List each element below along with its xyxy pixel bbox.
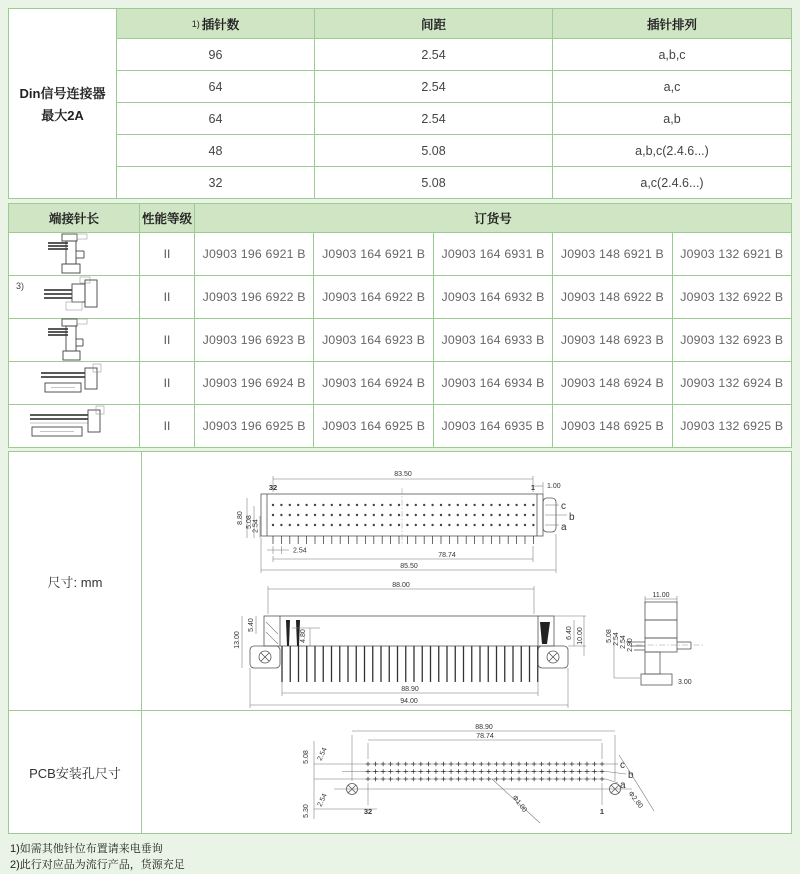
pitch-cell: 5.08 [315, 167, 552, 198]
pcb-hole-layout-drawing [282, 713, 722, 831]
pin-count-cell: 64 [117, 71, 314, 102]
dim-88-90: 88.90 [401, 686, 419, 693]
product-rating: 最大2A [41, 108, 84, 123]
pcb-row-a-label: a [620, 780, 626, 791]
dimensions-section-label: 尺寸: mm [9, 452, 141, 710]
termination-pin-drawing-horizontal-short [36, 274, 112, 320]
termination-pin-drawing-longest-pin [26, 403, 122, 449]
arrangement-cell: a,c(2.4.6...) [553, 167, 791, 198]
dim-2-54-side-b: 2.54 [620, 635, 627, 649]
row-b-label: b [569, 512, 575, 523]
order-table [8, 203, 792, 448]
dim-13-00: 13.00 [234, 631, 241, 649]
termination-drawing-cell [9, 319, 139, 361]
pitch-cell: 5.08 [315, 135, 552, 166]
drawing-sections-table [8, 451, 792, 834]
dim-5-08-side: 5.08 [606, 629, 613, 643]
footnote-2: 2)此行对应品为流行产品，货源充足 [10, 858, 185, 871]
dim-3-00: 3.00 [678, 679, 692, 686]
termination-drawing-cell [9, 362, 139, 404]
order-number-cell: J0903 132 6922 B [673, 276, 791, 318]
order-number-cell: J0903 148 6923 B [553, 319, 671, 361]
termination-drawing-cell [9, 276, 139, 318]
pcb-pin-1-label: 1 [599, 807, 605, 816]
header-pin-count: 1) 插针数 [117, 9, 314, 38]
dim-11-00: 11.00 [652, 592, 670, 599]
solder-pins [282, 646, 538, 682]
order-number-cell: J0903 164 6924 B [314, 362, 432, 404]
dim-5-08: 5.08 [246, 515, 253, 529]
pcb-drawing-area [142, 711, 791, 833]
header-order-number: 订货号 [195, 204, 791, 232]
header-termination-length: 端接针长 [9, 204, 139, 232]
header-pitch: 间距 [315, 9, 552, 38]
dia-2-80-label: Φ2.80 [626, 790, 644, 810]
order-number-cell: J0903 148 6925 B [553, 405, 671, 447]
grade-cell: II [140, 319, 194, 361]
pitch-cell: 2.54 [315, 71, 552, 102]
dimension-drawing-side-view [604, 588, 719, 708]
dim-85-50: 85.50 [400, 563, 418, 570]
order-number-cell: J0903 164 6921 B [314, 233, 432, 275]
pitch-cell: 2.54 [315, 103, 552, 134]
order-number-cell: J0903 148 6922 B [553, 276, 671, 318]
dim-6-40: 6.40 [566, 626, 573, 640]
pin-1-label: 1 [530, 483, 536, 492]
note-ref-3: 3) [16, 281, 25, 291]
pitch-cell: 2.54 [315, 39, 552, 70]
order-number-cell: J0903 196 6924 B [195, 362, 313, 404]
pcb-row-c-label: c [620, 760, 625, 771]
solder-pin-fringe [273, 536, 533, 544]
termination-pin-drawing-vertical [36, 231, 112, 277]
product-name-cell [9, 9, 116, 198]
pcb-section-label: PCB安装孔尺寸 [9, 711, 141, 833]
dim-10-00: 10.00 [577, 627, 584, 645]
order-number-cell: J0903 196 6921 B [195, 233, 313, 275]
grade-cell: II [140, 362, 194, 404]
order-number-cell: J0903 164 6934 B [434, 362, 552, 404]
dimension-drawing-top-view [237, 458, 577, 576]
termination-pin-drawing-vertical-2 [36, 317, 112, 363]
pin-grid-dots [272, 504, 535, 526]
order-number-cell: J0903 196 6922 B [195, 276, 313, 318]
dim-8-80: 8.80 [237, 511, 244, 525]
order-number-cell: J0903 132 6921 B [673, 233, 791, 275]
order-number-cell: J0903 164 6923 B [314, 319, 432, 361]
dim-2-54-left: 2.54 [252, 519, 260, 533]
note-ref-1: 1) [191, 18, 200, 29]
order-number-cell: J0903 196 6923 B [195, 319, 313, 361]
order-number-cell: J0903 164 6933 B [434, 319, 552, 361]
dim-pcb-5-30: 5.30 [303, 804, 310, 818]
dim-pcb-5-08: 5.08 [303, 750, 310, 764]
row-a-label: a [561, 522, 567, 533]
dim-2-54-side-a: 2.54 [613, 632, 620, 646]
pin-count-cell: 64 [117, 103, 314, 134]
grade-cell: II [140, 233, 194, 275]
product-name: Din信号连接器 [19, 86, 106, 101]
arrangement-cell: a,c [553, 71, 791, 102]
order-number-cell: J0903 148 6921 B [553, 233, 671, 275]
order-number-cell: J0903 132 6925 B [673, 405, 791, 447]
arrangement-cell: a,b,c(2.4.6...) [553, 135, 791, 166]
dim-83-50: 83.50 [394, 471, 412, 478]
pin-count-cell: 32 [117, 167, 314, 198]
arrangement-cell: a,b,c [553, 39, 791, 70]
termination-pin-drawing-long-pin [31, 360, 117, 406]
header-performance-grade: 性能等级 [140, 204, 194, 232]
header-arrangement: 插针排列 [553, 9, 791, 38]
row-c-label: c [561, 501, 566, 512]
order-number-cell: J0903 164 6935 B [434, 405, 552, 447]
order-number-cell: J0903 132 6923 B [673, 319, 791, 361]
pcb-row-b-label: b [628, 770, 634, 781]
dim-4-80: 4.80 [300, 629, 307, 643]
spec-table [8, 8, 792, 199]
order-number-cell: J0903 164 6922 B [314, 276, 432, 318]
dim-94-00: 94.00 [400, 698, 418, 705]
pin-count-cell: 96 [117, 39, 314, 70]
dim-pcb-88-90: 88.90 [475, 724, 493, 731]
dim-78-74: 78.74 [438, 552, 456, 559]
dim-5-40: 5.40 [248, 618, 255, 632]
pin-32-label: 32 [268, 483, 278, 492]
dim-1-00: 1.00 [547, 483, 561, 490]
grade-cell: II [140, 405, 194, 447]
arrangement-cell: a,b [553, 103, 791, 134]
grade-cell: II [140, 276, 194, 318]
order-number-cell: J0903 164 6931 B [434, 233, 552, 275]
dim-2-90: 2.90 [627, 638, 634, 652]
dim-pcb-78-74: 78.74 [476, 733, 494, 740]
termination-drawing-cell [9, 233, 139, 275]
order-number-cell: J0903 196 6925 B [195, 405, 313, 447]
dia-1-00-label: Φ1.00 [510, 794, 528, 814]
dim-2-54: 2.54 [293, 547, 307, 555]
order-number-cell: J0903 164 6932 B [434, 276, 552, 318]
order-number-cell: J0903 148 6924 B [553, 362, 671, 404]
order-number-cell: J0903 164 6925 B [314, 405, 432, 447]
dim-88-00: 88.00 [392, 582, 410, 589]
footnote-1: 1)如需其他针位布置请来电垂询 [10, 843, 163, 855]
footnotes [8, 834, 792, 874]
dim-pcb-2-54-bottom: 2.54 [316, 792, 329, 809]
dim-pcb-2-54-top: 2.54 [316, 746, 329, 763]
termination-drawing-cell [9, 405, 139, 447]
dimensions-drawing-area [142, 452, 791, 710]
dimension-drawing-front-view [234, 576, 592, 710]
pcb-pin-32-label: 32 [363, 807, 373, 816]
pin-count-cell: 48 [117, 135, 314, 166]
order-number-cell: J0903 132 6924 B [673, 362, 791, 404]
